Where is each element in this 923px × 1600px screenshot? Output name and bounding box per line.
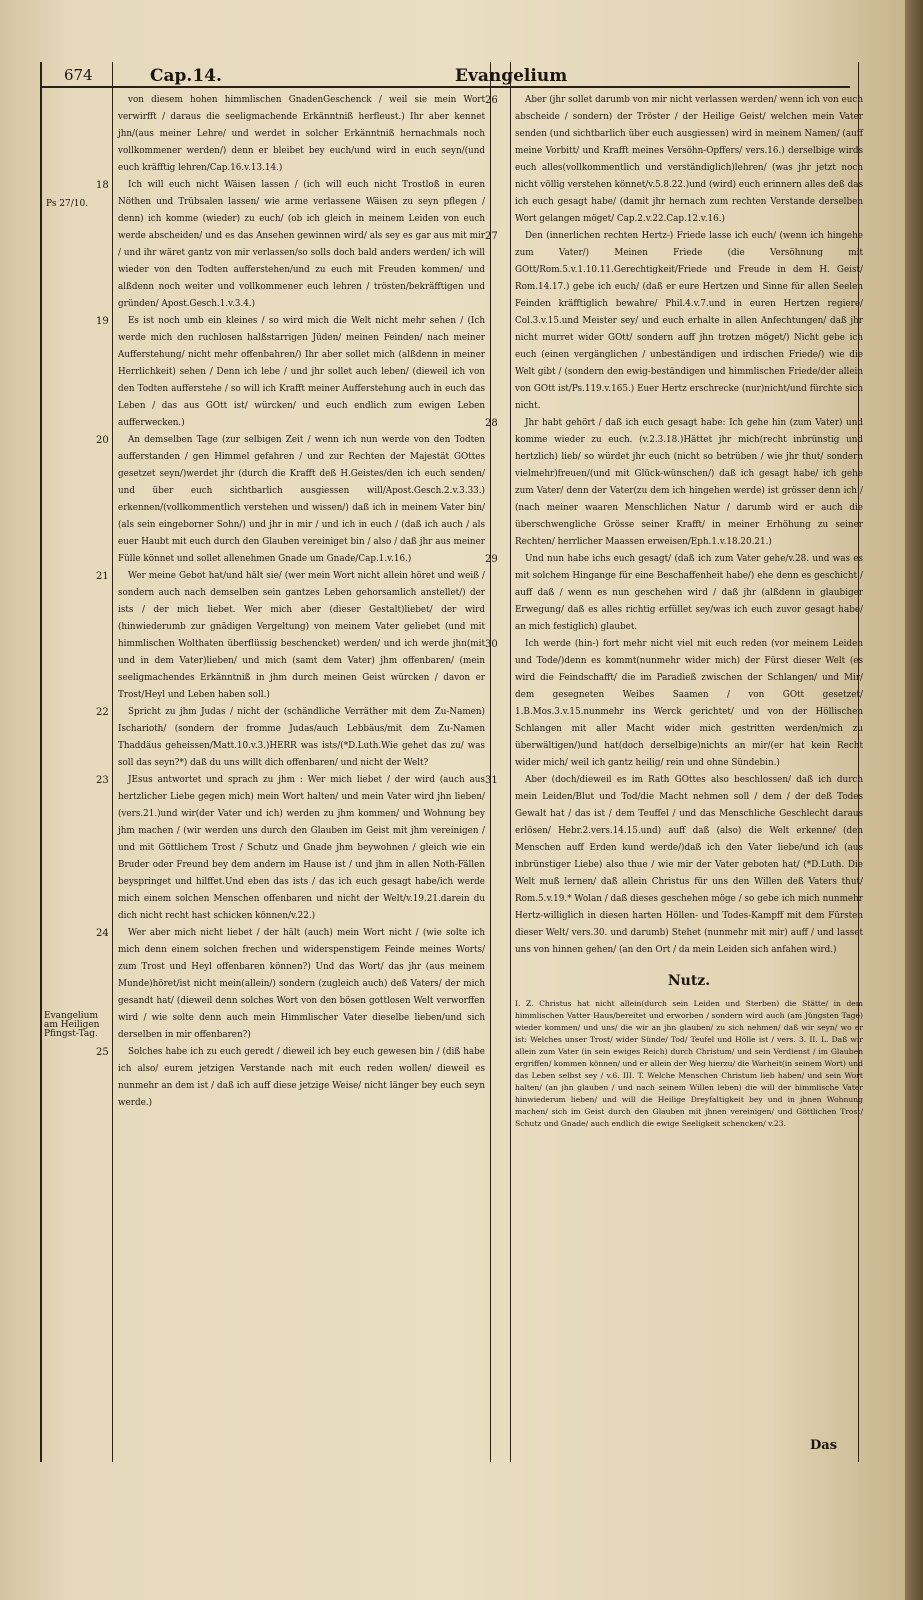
left-column <box>96 92 485 1112</box>
verse-text: Wer meine Gebot hat/und hält sie/ (wer mein Wort nicht allein höret und weiß / sondern auch nach demselben sein gantzes Leben gehorsamlich anstellet/) der ists / der mich liebet. Wer mich aber (dieser Gestalt)liebet/ der wird (hinwiederumb zur gnädigen Vergeltung) von meinem Vater geliebet (und mit himmlischen Wolthaten überflüssig beschencket) werden/ und ich werde jhn(mit und in dem Vater)lieben/ und mich (samt dem Vater) jhm offenbaren/ (mein seeligmachendes Erkänntniß in jhm durch meinen Geist würcken / davon er Trost/Heyl und Leben haben soll.) <box>118 571 485 700</box>
verse-number: 27 <box>485 231 498 242</box>
verse-number: 26 <box>485 95 498 106</box>
verse-number: 18 <box>96 180 109 191</box>
verse-number: 23 <box>96 775 109 786</box>
verse-text: Und nun habe ichs euch gesagt/ (daß ich zum Vater gehe/v.28. und was es mit solchem Hingange für eine Beschaffenheit habe/) ehe denn es geschicht / auff daß / wenn es nun geschehen wird / daß jhr (alßdenn in glaubiger Erwegung/ daß es alles richtig erfüllet sey/was ich euch zuvor gesagt habe/ an mich festiglich) glaubet. <box>515 554 863 632</box>
catchword: Das <box>810 1438 838 1453</box>
verse-block <box>96 772 485 925</box>
verse-block <box>485 772 863 959</box>
outer-border-left <box>40 62 42 1462</box>
verse-number: 25 <box>96 1047 109 1058</box>
verse-rule-right <box>510 62 511 1462</box>
verse-block <box>96 704 485 772</box>
verse-text: Es ist noch umb ein kleines / so wird mich die Welt nicht mehr sehen / (Ich werde mich den ruchlosen halßstarrigen Jüden/ meinen Feinden/ nach meiner Aufferstehung/ nicht mehr offenbahren/) Ihr aber sollet mich (alßdenn in meiner Herrlichkeit) sehen / Denn ich lebe / und jhr sollet auch leben/ (dieweil ich von den Todten aufferstehe / so will ich Krafft meiner Aufferstehung auch in euch das Leben / das aus GOtt ist/ würcken/ und euch endlich zum ewigen Leben aufferwecken.) <box>118 316 485 428</box>
page-edge <box>905 0 923 1600</box>
verse-block <box>96 568 485 704</box>
verse-text: Aber (jhr sollet darumb von mir nicht verlassen werden/ wenn ich von euch abscheide / sondern) der Tröster / der Heilige Geist/ welchen mein Vater senden (und sichtbarlich über euch ausgiessen) wird in meinem Namen/ (auff meine Vorbitt/ und Krafft meines Versöhn-Opffers/ vers.16.) derselbige wirds euch alles(vollkommentlich und verständiglich)lehren/ (was jhr jetzt noch nicht völlig verstehen könnet/v.5.8.22.)und (wird) euch erinnern alles deß das ich euch gesagt habe/ (damit jhr hernach zum rechten Verstande derselben Wort gelangen möget/ Cap.2.v.22.Cap.12.v.16.) <box>515 95 863 224</box>
chapter-heading: Cap.14. <box>150 66 222 86</box>
margin-note-gospel-line: am Heiligen <box>44 1020 100 1030</box>
verse-text: JEsus antwortet und sprach zu jhm : Wer mich liebet / der wird (auch aus hertzlicher Liebe gegen mich) mein Wort halten/ und mein Vater wird jhn lieben/ (vers.21.)und wir(der Vater und ich) werden zu jhm kommen/ und Wohnung bey jhm machen / (wir werden uns durch den Glauben im Geist mit jhm vereinigen / und mit Göttlichem Trost / Schutz und Gnade jhm beywohnen / gleich wie ein Bruder oder Freund bey dem andern im Hause ist / und jhm in allen Noth-Fällen beyspringet und hilffet.Und eben das ists / das ich euch gesagt habe/ich werde mich einem solchen Menschen offenbaren und nicht der Welt/v.19.21.darein du dich nicht recht hast schicken können/v.22.) <box>118 775 485 921</box>
verse-number: 21 <box>96 571 109 582</box>
verse-block <box>118 92 485 177</box>
verse-number: 30 <box>485 639 498 650</box>
page-number: 674 <box>64 66 93 84</box>
margin-note-gospel-line: Evangelium <box>44 1011 98 1021</box>
margin-note-gospel-line: Pfingst-Tag. <box>44 1029 98 1039</box>
verse-text: Solches habe ich zu euch geredt / dieweil ich bey euch gewesen bin / (diß habe ich also/ eurem jetzigen Verstande nach mit euch reden wollen/ dieweil es nunmehr an dem ist / daß ich auff diese jetzige Weise/ nicht länger bey euch seyn werde.) <box>118 1047 485 1108</box>
verse-block <box>96 925 485 1044</box>
verse-block <box>96 313 485 432</box>
verse-number: 20 <box>96 435 109 446</box>
margin-note-psalm: Ps 27/10. <box>46 199 89 209</box>
verse-text: Wer aber mich nicht liebet / der hält (auch) mein Wort nicht / (wie solte ich mich denn einem solchen frechen und widerspenstigem Feinde meines Worts/ zum Trost und Heyl offenbaren können?) Und das Wort/ das jhr (aus meinem Munde)höret/ist nicht mein(allein/) sondern (zugleich auch) deß Vaters/ der mich gesandt hat/ (dieweil denn solches Wort von den bösen gottlosen Welt verworffen wird / wie solte denn auch mein Himmlischer Vater dieselbe lieben/und sich derselben in mir offenbaren?) <box>118 928 485 1040</box>
verse-number: 24 <box>96 928 109 939</box>
verse-block <box>96 1044 485 1112</box>
verse-text: Spricht zu jhm Judas / nicht der (schändliche Verräther mit dem Zu-Namen) Ischarioth/ (sondern der fromme Judas/auch Lebbäus/mit dem Zu-Namen Thaddäus geheissen/Matt.10.v.3.)HERR was ists/(*D.Luth.Wie gehet das zu/ was soll das seyn?*) daß du uns willt dich offenbaren/ und nicht der Welt? <box>118 707 485 768</box>
verse-number: 29 <box>485 554 498 565</box>
verse-block <box>96 432 485 568</box>
verse-text: Ich will euch nicht Wäisen lassen / (ich will euch nicht Trostloß in euren Nöthen und Trübsalen lassen/ wie arme verlassene Wäisen zu seyn pflegen / denn) ich komme (wieder) zu euch/ (ob ich gleich in meinem Leiden von euch werde abscheiden/ und es das Ansehen gewinnen wird/ als sey es gar aus mit mir / und ihr wäret gantz von mir verlassen/so solls doch bald anders werden/ ich will wieder von den Todten aufferstehen/und zu euch mit Freuden kommen/ und alßdenn noch weiter und vollkommener euch lehren / trösten/bekräfftigen und gründen/ Apost.Gesch.1.v.3.4.) <box>118 180 485 309</box>
verse-text: Den (innerlichen rechten Hertz-) Friede lasse ich euch/ (wenn ich hingehe zum Vater/) Meinen Friede (die Versöhnung mit GOtt/Rom.5.v.1.10.11.Gerechtigkeit/Friede und Freude in dem H. Geist/ Rom.14.17.) gebe ich euch/ (daß er eure Hertzen und Sinne für allen Seelen Feinden kräfftiglich bewahre/ Phil.4.v.7.und in euren Hertzen regiere/ Col.3.v.15.und Meister sey/ und euch erhalte in allen Anfechtungen/ daß jhr nicht murret wider GOtt/ sondern auff jhn trotzen möget/) Nicht gebe ich euch (einen vergänglichen / unbeständigen und irdischen Friede/) wie die Welt gibt / (sondern den ewig-beständigen und himmlischen Friede/der allein von GOtt ist/Ps.119.v.165.) Euer Hertz erschrecke (nur)nicht/und fürchte sich nicht. <box>515 231 863 411</box>
right-column <box>485 92 863 1130</box>
verse-number: 22 <box>96 707 109 718</box>
verse-number: 31 <box>485 775 498 786</box>
verse-text: von diesem hohen himmlischen GnadenGeschenck / weil sie mein Wort verwirfft / daraus die seeligmachende Erkänntniß herfleust.) Ihr aber kennet jhn/(aus meiner Lehre/ und werdet in solcher Erkänntniß hernachmals noch vollkommener werden/) denn er bleibet bey euch/und wird in euch seyn/(und euch kräfftig lehren/Cap.16.v.13.14.) <box>118 95 485 173</box>
margin-note-gospel <box>44 1012 99 1039</box>
header-rule <box>40 86 850 88</box>
verse-block <box>485 92 863 228</box>
running-title: Evangelium <box>455 66 568 86</box>
verse-block <box>485 228 863 415</box>
verse-block <box>485 415 863 551</box>
verse-number: 28 <box>485 418 498 429</box>
verse-block <box>485 636 863 772</box>
verse-text: Jhr habt gehört / daß ich euch gesagt habe: Ich gehe hin (zum Vater) und komme wieder zu euch. (v.2.3.18.)Hättet jhr mich(recht inbrünstig und hertzlich) lieb/ so würdet jhr euch (nicht so betrüben / wie jhr thut/ sondern vielmehr)freuen/(und mit Glück-wünschen/) daß ich gesagt habe/ ich gehe zum Vater/ denn der Vater(zu dem ich hingehen werde) ist grösser denn ich / (nach meiner waaren Menschlichen Natur / darumb wird er auch die überschwengliche Grösse seiner Krafft/ in meiner Erhöhung zu seiner Rechten/ herrlicher Maassen erweisen/Eph.1.v.18.20.21.) <box>515 418 863 547</box>
verse-text: An demselben Tage (zur selbigen Zeit / wenn ich nun werde von den Todten aufferstanden / gen Himmel gefahren / und zur Rechten der Majestät GOttes gesetzet seyn/)werdet jhr (durch die Krafft deß H.Geistes/den ich euch senden/ und über euch sichtbarlich ausgiessen will/Apost.Gesch.2.v.3.33.) erkennen/(vollkommentlich verstehen und wissen/) daß ich in meinem Vater bin/ (als sein eingeborner Sohn/) und jhr in mir / und ich in euch / (daß ich auch / als euer Haubt mit euch durch den Glauben vereiniget bin / also / daß jhr aus meiner Fülle könnet und sollet allenehmen Gnade um Gnade/Cap.1.v.16.) <box>118 435 485 564</box>
verse-text: Aber (doch/dieweil es im Rath GOttes also beschlossen/ daß ich durch mein Leiden/Blut und Tod/die Macht nehmen soll / dem / der deß Todes Gewalt hat / das ist / dem Teuffel / und das Menschliche Geschlecht daraus erlösen/ Hebr.2.vers.14.15.und) auff daß (also) die Welt erkenne/ (den Menschen auff Erden kund werde/)daß ich den Vater liebe/und ich (aus inbrünstiger Liebe) also thue / wie mir der Vater geboten hat/ (*D.Luth. Die Welt muß lernen/ daß allein Christus für uns den Willen deß Vaters thut/ Rom.5.v.19.* Wolan / daß dieses geschehen möge / so gebe ich mich nunmehr Hertz-williglich in diesen harten Höllen- und Todes-Kampff mit dem Fürsten dieser Welt/ vers.30. und darumb) Stehet (nunmehr mit mir) auff / und lasset uns von hinnen gehen/ (an den Ort / da mein Leiden sich anfahen wird.) <box>515 775 863 955</box>
column-divider <box>490 62 491 1462</box>
verse-block <box>485 551 863 636</box>
nutz-heading: Nutz. <box>667 973 711 989</box>
verse-number: 19 <box>96 316 109 327</box>
margin-rule-left <box>112 62 113 1462</box>
nutz-text: I. Z. Christus hat nicht allein(durch sein Leiden und Sterben) die Stätte/ in dem himmlischen Vatter Haus/bereitet und erworben / sondern wird auch (am Jüngsten Tage) wieder kommen/ und uns/ die wir an jhn glauben/ zu sich nehmen/ daß wir seyn/ wo er ist: Welches unser Trost/ wider Sünde/ Tod/ Teufel und Hölle ist / vers. 3. II. L. Daß wir allein zum Vater (in sein ewiges Reich) durch Christum/ und sein Verdienst / im Glauben ergriffen/ kommen können/ und er allein der Weg hierzu/ die Warheit(in seinem Wort) und das Leben selbst sey / v.6. III. T. Welche Menschen Christum lieb haben/ und sein Wort halten/ (an jhn glauben / und nach seinem Willen leben) die will der himmlische Vater hinwiederum lieben/ und will die Heilige Dreyfaltigkeit bey und in jhnen Wohnung machen/ sich im Geist durch den Glauben mit jhnen vereinigen/ und Göttlichen Trost/ Schutz und Gnade/ auch endlich die ewige Seeligkeit schencken/ v.23. <box>515 999 863 1128</box>
verse-text: Ich werde (hin-) fort mehr nicht viel mit euch reden (vor meinem Leiden und Tode/)denn es kommt(nunmehr wider mich) der Fürst dieser Welt (es wird die Feindschafft/ die im Paradieß zwischen der Schlangen/ und Mir/ dem gesegneten Weibes Saamen / von GOtt gesetzet/ 1.B.Mos.3.v.15.nunmehr ins Werck gerichtet/ und von der Höllischen Schlangen mit aller Macht wider mich gestritten werden/mich zu überwältigen/)und hat(doch derselbige)nichts an mir/(er hat kein Recht wider mich/ weil ich gantz heilig/ rein und ohne Sündebin.) <box>515 639 863 768</box>
verse-block <box>96 177 485 313</box>
